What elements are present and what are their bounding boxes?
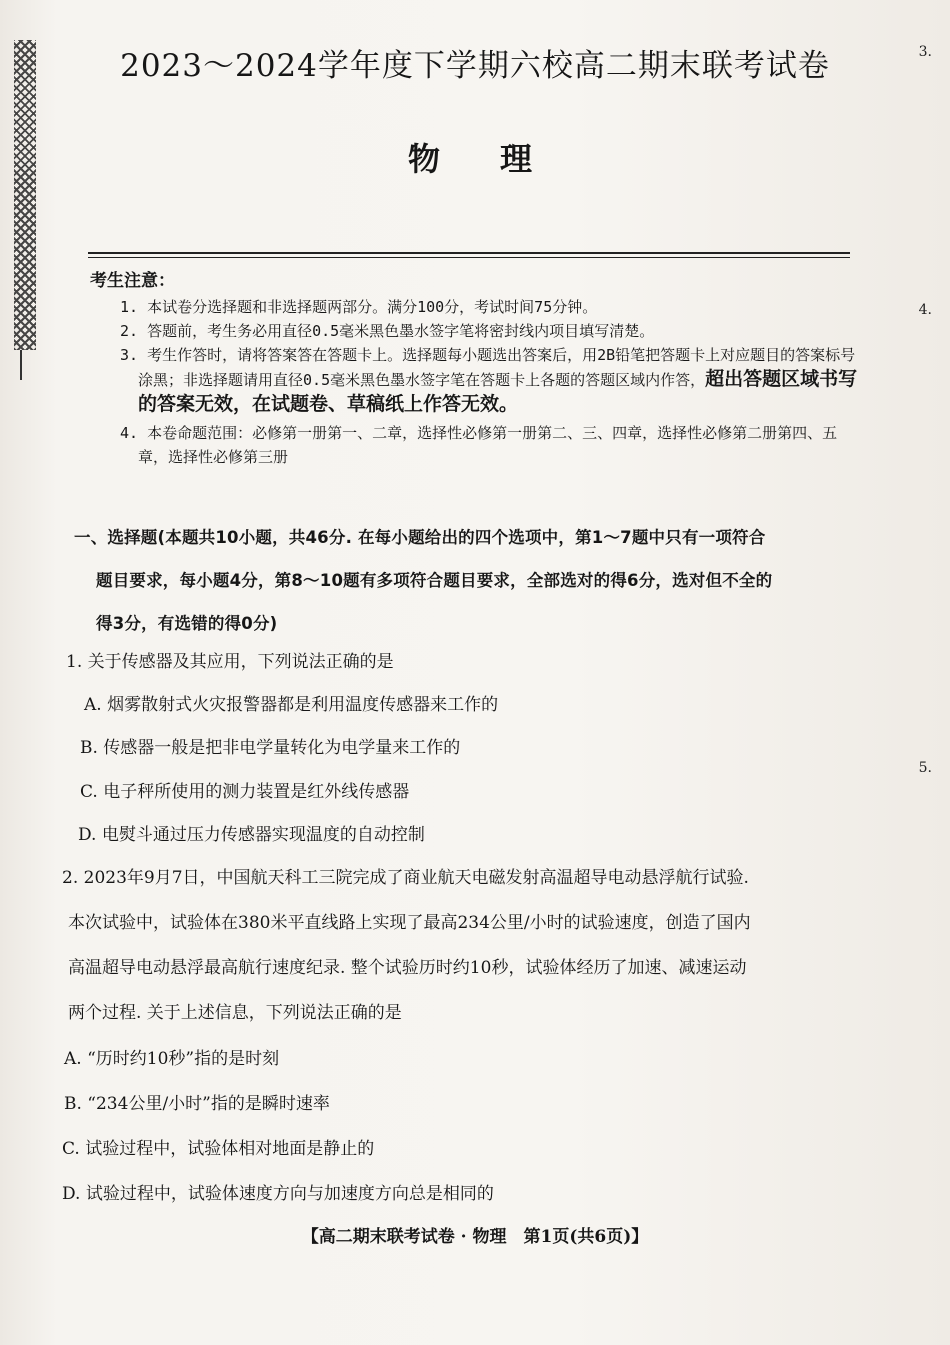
question-2-option-b: B. “234公里/小时”指的是瞬时速率	[64, 1094, 330, 1114]
question-1-option-c: C. 电子秤所使用的测力装置是红外线传感器	[80, 782, 410, 802]
page-footer: 【高二期末联考试卷 · 物理 第1页(共6页)】	[301, 1227, 649, 1247]
question-2-option-a: A. “历时约10秒”指的是时刻	[64, 1049, 280, 1069]
exam-title: 2023～2024学年度下学期六校高二期末联考试卷	[120, 48, 830, 84]
question-1-option-b: B. 传感器一般是把非电学量转化为电学量来工作的	[80, 738, 461, 758]
question-2-stem-line: 本次试验中，试验体在380米平直线路上实现了最高234公里/小时的试验速度，创造了国内	[68, 913, 751, 933]
header-divider	[88, 252, 850, 258]
question-2-option-d: D. 试验过程中，试验体速度方向与加速度方向总是相同的	[62, 1184, 494, 1204]
notice-item	[108, 343, 860, 417]
question-2-stem-line: 两个过程. 关于上述信息，下列说法正确的是	[68, 1003, 402, 1023]
binding-margin-pattern	[14, 40, 36, 350]
question-1-option-d: D. 电熨斗通过压力传感器实现温度的自动控制	[78, 825, 425, 845]
section-heading-line: 题目要求，每小题4分，第8～10题有多项符合题目要求，全部选对的得6分，选对但不全的	[96, 571, 773, 590]
question-2-stem-line: 2. 2023年9月7日，中国航天科工三院完成了商业航天电磁发射高温超导电动悬浮航行试验.	[62, 868, 749, 888]
question-1-stem: 1. 关于传感器及其应用，下列说法正确的是	[66, 652, 394, 672]
section-heading-line: 一、选择题(本题共10小题，共46分. 在每小题给出的四个选项中，第1～7题中只有一项符合	[74, 528, 766, 547]
notice-heading: 考生注意：	[90, 271, 175, 291]
notice-item: 4. 本卷命题范围：必修第一册第一、二章，选择性必修第一册第二、三、四章，选择性必修第二册第四、五章，选择性必修第三册	[120, 424, 838, 466]
edge-question-number: 4.	[918, 302, 932, 318]
question-2-stem-line: 高温超导电动悬浮最高航行速度纪录. 整个试验历时约10秒，试验体经历了加速、减速运动	[68, 958, 747, 978]
notice-item: 1. 本试卷分选择题和非选择题两部分。满分100分，考试时间75分钟。	[120, 298, 598, 316]
section-heading-line: 得3分，有选错的得0分)	[96, 614, 278, 633]
candidate-notice	[90, 266, 860, 469]
notice-item: 2. 答题前，考生务必用直径0.5毫米黑色墨水签字笔将密封线内项目填写清楚。	[120, 322, 655, 340]
notice-item-text: 3. 考生作答时，请将答案答在答题卡上。选择题每小题选出答案后，用2B铅笔把答题卡上对应题目的答案标号涂黑；非选择题请用直径0.5毫米黑色墨水签字笔在答题卡上各题的答题区域内作答，	[120, 346, 856, 389]
notice-emphasis: 超出答题区域书写的答案无效，在试题卷、草稿纸上作答无效。	[138, 368, 858, 415]
section-heading	[74, 516, 854, 645]
edge-question-number: 5.	[918, 760, 932, 776]
edge-question-number: 3.	[918, 44, 932, 60]
binding-line	[20, 350, 22, 380]
subject-title: 物理	[407, 140, 592, 178]
question-1-option-a: A. 烟雾散射式火灾报警器都是利用温度传感器来工作的	[84, 695, 499, 715]
question-2-option-c: C. 试验过程中，试验体相对地面是静止的	[62, 1139, 375, 1159]
